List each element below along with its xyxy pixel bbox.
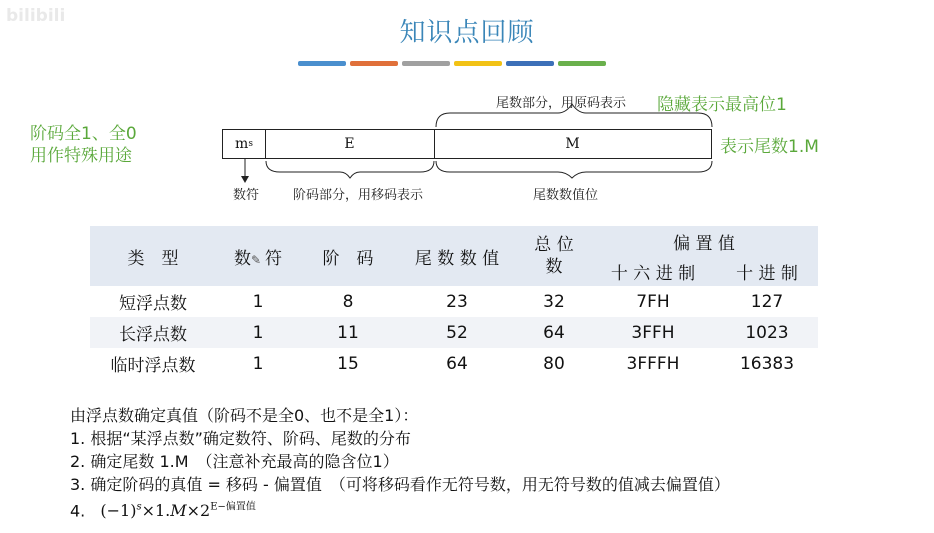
field-sign-label: m: [235, 136, 249, 152]
cell-mantissa: 64: [446, 353, 468, 374]
formula-m: M: [170, 501, 187, 521]
step-4-formula: [100, 501, 256, 520]
mantissa-bottom-brace: [436, 161, 712, 178]
special-use-line: 用作特殊用途: [30, 146, 132, 166]
cell-type: 临时浮点数: [110, 356, 196, 376]
steps-list: [70, 404, 730, 522]
header-dec: 十 进 制: [736, 263, 798, 284]
step-2: 2. 确定尾数 1.M （注意补充最高的隐含位1）: [70, 452, 399, 471]
header-type: 类 型: [127, 248, 179, 269]
page-title: 知识点回顾: [399, 18, 535, 48]
formula-times2: ×2: [186, 501, 211, 521]
hidden-bit-note: 隐藏表示最高位1: [657, 95, 787, 115]
step-3: 3. 确定阶码的真值 = 移码 - 偏置值 （可将移码看作无符号数，用无符号数的值减去偏置值）: [70, 475, 730, 494]
cell-hex: 7FH: [636, 291, 670, 312]
cell-exponent: 11: [337, 322, 359, 343]
cell-total: 64: [543, 322, 565, 343]
cell-hex: 3FFH: [631, 322, 675, 343]
step-4-number: 4.: [70, 501, 86, 521]
step-4: [70, 496, 730, 522]
mantissa-value-label: 尾数数值位: [533, 188, 599, 203]
cell-sign: 1: [252, 322, 264, 343]
cell-total: 32: [543, 291, 565, 312]
header-bias: 偏 置 值: [673, 233, 735, 254]
exponent-bottom-brace: [266, 161, 434, 178]
field-exponent-label: E: [344, 136, 355, 152]
table-header-row: [90, 226, 818, 256]
mantissa-1m-note: 表示尾数1.M: [720, 137, 819, 157]
field-sign: [222, 129, 266, 159]
table-row: [90, 317, 818, 348]
cell-mantissa: 52: [446, 322, 468, 343]
field-mantissa-label: M: [565, 136, 580, 152]
formula-sign-base: (−1): [100, 501, 137, 521]
cell-exponent: 15: [337, 353, 359, 374]
pencil-icon: ✎: [250, 252, 262, 267]
cell-exponent: 8: [342, 291, 354, 312]
header-total-line1: 总 位: [534, 235, 574, 255]
header-exponent: 阶 码: [322, 248, 374, 269]
sign-arrow-head: [241, 176, 249, 183]
field-mantissa: [434, 129, 712, 159]
watermark-logo: bilibili: [6, 6, 66, 26]
field-sign-subscript: s: [248, 139, 253, 149]
formula-mid: ×1.: [141, 501, 171, 521]
cell-type: 短浮点数: [119, 294, 187, 314]
special-use-line: 阶码全1、全0: [30, 124, 137, 144]
field-exponent: [265, 129, 435, 159]
header-total: [518, 226, 590, 286]
step-1: 1. 根据“某浮点数”确定数符、阶码、尾数的分布: [70, 429, 411, 448]
header-hex: 十 六 进 制: [610, 263, 696, 284]
cell-sign: 1: [252, 291, 264, 312]
cell-dec: 16383: [739, 353, 795, 374]
header-mantissa: 尾 数 数 值: [414, 248, 500, 269]
sign-label: 数符: [233, 188, 260, 203]
header-sign: [216, 226, 300, 286]
header-total-line2: 数: [545, 257, 563, 277]
mantissa-part-label: 尾数部分，用原码表示: [496, 96, 627, 111]
header-sign-text2: 符: [265, 248, 283, 269]
mantissa-top-brace: [436, 104, 712, 127]
cell-dec: 1023: [745, 322, 789, 343]
cell-dec: 127: [750, 291, 784, 312]
cell-sign: 1: [252, 353, 264, 374]
table-row: [90, 348, 818, 379]
formula-exponent: E−偏置值: [210, 502, 256, 513]
exponent-part-label: 阶码部分，用移码表示: [293, 188, 424, 203]
cell-type: 长浮点数: [119, 325, 187, 345]
steps-intro: 由浮点数确定真值（阶码不是全0、也不是全1）：: [70, 406, 419, 425]
cell-total: 80: [543, 353, 565, 374]
table-row: [90, 286, 818, 317]
cell-mantissa: 23: [446, 291, 468, 312]
formula-s: s: [136, 502, 142, 513]
header-sign-text: 数: [233, 248, 251, 269]
cell-hex: 3FFFH: [626, 353, 680, 374]
float-format-table: [90, 226, 818, 379]
